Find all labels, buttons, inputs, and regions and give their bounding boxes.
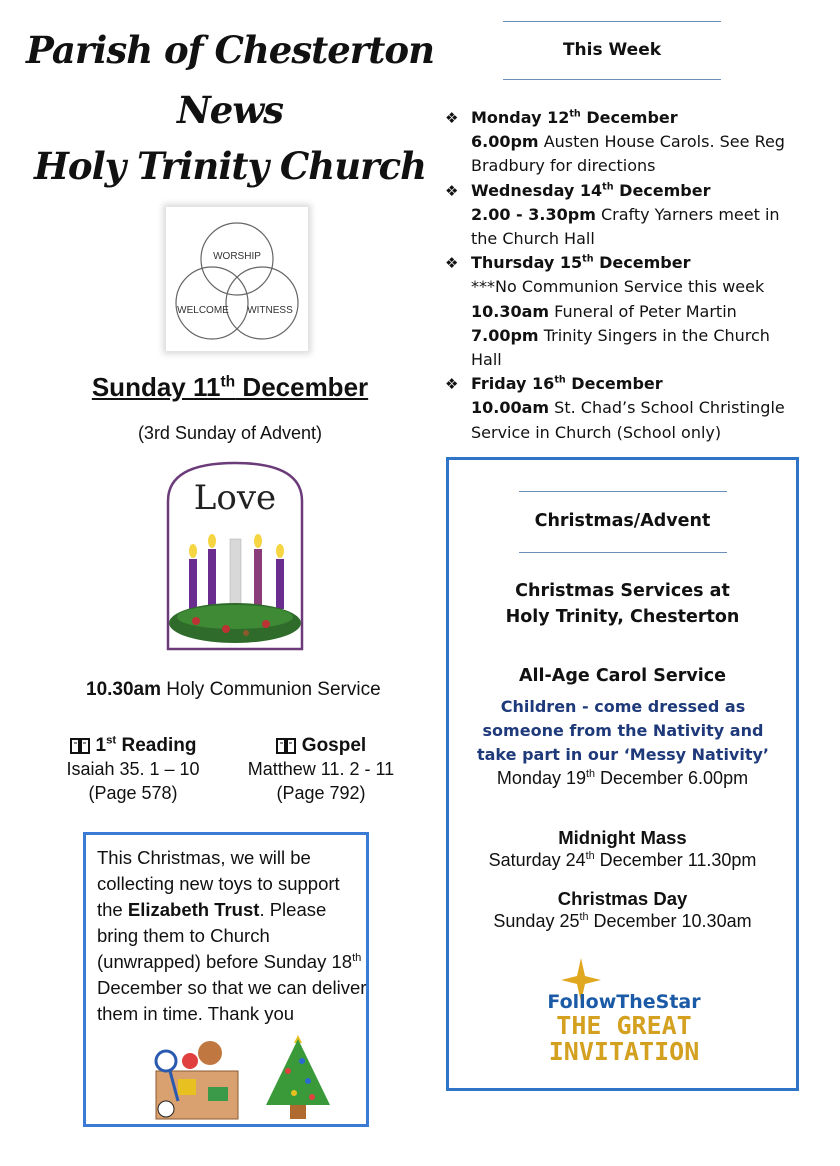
follow-the-star-logo xyxy=(529,956,719,1066)
bullet-icon: ❖ xyxy=(445,181,459,200)
rule-bottom xyxy=(503,79,721,80)
gospel-page: (Page 792) xyxy=(276,783,366,803)
carol-note: Children - come dressed as someone from the Nativity and take part in our ‘Messy Nativity’ xyxy=(476,697,769,764)
love-word: Love xyxy=(193,478,277,518)
christmas-tree-picture xyxy=(258,1031,338,1123)
sunday-heading: Sunday 11th December xyxy=(91,372,369,402)
midnight-title: Midnight Mass xyxy=(558,827,687,848)
carol-title: All-Age Carol Service xyxy=(519,666,726,686)
event-line: 10.30am Funeral of Peter Martin xyxy=(471,301,737,321)
xmas-rule-bottom xyxy=(519,552,727,553)
first-reading-page: (Page 578) xyxy=(88,783,178,803)
carol-date: Monday 19th December 6.00pm xyxy=(496,768,749,788)
event-line: 10.00am St. Chad’s School Christingle Service in Church (School only) xyxy=(471,398,785,442)
event-day: Monday 12th December xyxy=(471,108,678,127)
bullet-icon: ❖ xyxy=(445,375,459,394)
service-line: 10.30am Holy Communion Service xyxy=(86,679,381,700)
advent-subtitle: (3rd Sunday of Advent) xyxy=(137,423,323,443)
bullet-icon: ❖ xyxy=(445,109,459,127)
gospel-reading: Gospel Matthew 11. 2 - 11 (Page 792) xyxy=(226,735,416,804)
logo-invitation: INVITATION xyxy=(548,1037,700,1066)
event-line: 7.00pm Trinity Singers in the Church Hall xyxy=(471,325,770,370)
title-news: News xyxy=(176,88,284,132)
services-line1: Christmas Services at xyxy=(515,581,730,601)
christmas-box xyxy=(446,457,799,1091)
event-day: Friday 16th December xyxy=(471,374,663,394)
event-item xyxy=(445,372,805,445)
this-week-heading: This Week xyxy=(562,40,662,60)
christmas-day-title: Christmas Day xyxy=(557,888,688,909)
venn-welcome: WELCOME xyxy=(177,305,229,316)
event-line: 6.00pm Austen House Carols. See Reg Bradbury for directions xyxy=(471,132,785,176)
logo-follow: FollowTheStar xyxy=(547,991,701,1013)
toy-appeal-box xyxy=(83,832,369,1127)
toys-picture xyxy=(148,1031,244,1123)
venn-diagram xyxy=(166,207,308,351)
advent-candles-image xyxy=(166,461,304,651)
first-reading-ref: Isaiah 35. 1 – 10 xyxy=(66,759,200,779)
bullet-icon: ❖ xyxy=(445,254,459,273)
rule-top xyxy=(503,21,721,22)
book-icon xyxy=(70,738,90,754)
event-day: Wednesday 14th December xyxy=(471,180,711,200)
midnight-date: Saturday 24th December 11.30pm xyxy=(488,850,757,870)
event-line: 2.00 - 3.30pm Crafty Yarners meet in the Church Hall xyxy=(471,204,780,249)
events-list xyxy=(445,106,805,445)
christmas-day-date: Sunday 25th December 10.30am xyxy=(493,911,752,931)
gospel-ref: Matthew 11. 2 - 11 xyxy=(247,759,395,779)
event-item xyxy=(445,106,805,179)
event-item xyxy=(445,179,805,252)
services-line2: Holy Trinity, Chesterton xyxy=(505,607,740,627)
book-icon xyxy=(276,738,296,754)
event-day: Thursday 15th December xyxy=(471,253,691,273)
first-reading: 1st Reading Isaiah 35. 1 – 10 (Page 578) xyxy=(58,735,208,804)
venn-worship: WORSHIP xyxy=(213,251,261,262)
event-line: ***No Communion Service this week xyxy=(471,277,765,297)
title-church: Holy Trinity Church xyxy=(33,144,427,188)
venn-witness: WITNESS xyxy=(247,305,293,316)
xmas-rule-top xyxy=(519,491,727,492)
toy-appeal-text: This Christmas, we will be collecting new toys to support the Elizabeth Trust. Please bring them to Church (unwrapped) before Sunday 18th December so that we can deliver them in time. Thank you xyxy=(97,847,367,1024)
christmas-heading: Christmas/Advent xyxy=(534,511,711,531)
title-parish: Parish of Chesterton xyxy=(26,28,434,72)
logo-great: THE GREAT xyxy=(556,1011,692,1040)
event-item xyxy=(445,251,805,372)
